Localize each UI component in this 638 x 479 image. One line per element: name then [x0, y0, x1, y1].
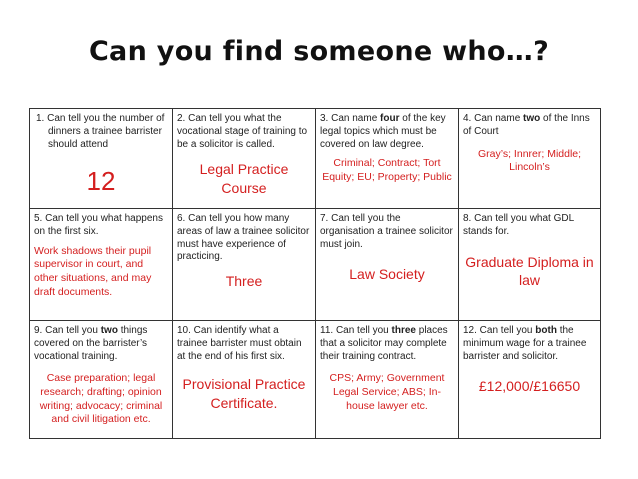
question-text: 9. Can tell you two things covered on the barrister’s vocational training. [34, 325, 148, 362]
answer-text: 12 [86, 166, 116, 197]
cell-5[interactable] [30, 209, 173, 321]
question-text: 6. Can tell you how many areas of law a trainee solicitor must have experience of practicing. [177, 213, 310, 263]
answer-text: Work shadows their pupil supervisor in court, and other situations, and may draft documents. [34, 244, 152, 298]
table-row [30, 109, 601, 209]
answer-text: Graduate Diploma in law [465, 253, 594, 288]
answer-text: Gray’s; Innrer; Middle; Lincoln’s [477, 147, 582, 174]
question-text: 7. Can tell you the organisation a trainee solicitor must join. [320, 213, 453, 250]
table-row [30, 321, 601, 439]
answer-text: Three [225, 273, 263, 290]
cell-4[interactable] [459, 109, 601, 209]
answer-text: CPS; Army; Government Legal Service; ABS; In-house lawyer etc. [329, 372, 445, 412]
answer-text: Legal Practice Course [199, 161, 289, 196]
question-text: 4. Can name two of the Inns of Court [463, 113, 590, 137]
answer-text: Criminal; Contract; Tort Equity; EU; Property; Public [322, 157, 452, 184]
question-text: 11. Can tell you three places that a solicitor may complete their training contract. [320, 325, 448, 362]
question-text: 12. Can tell you both the minimum wage for a trainee barrister and solicitor. [463, 325, 587, 362]
cell-10[interactable] [173, 321, 316, 439]
cell-11[interactable] [316, 321, 459, 439]
answer-text: Case preparation; legal research; drafting; opinion writing; advocacy; criminal and civil litigation etc. [39, 372, 163, 426]
table-row [30, 209, 601, 321]
answer-text: Law Society [349, 266, 425, 283]
cell-12[interactable] [459, 321, 601, 439]
bingo-grid [29, 108, 601, 439]
question-text: 5. Can tell you what happens on the first six. [34, 213, 163, 237]
cell-2[interactable] [173, 109, 316, 209]
question-text: 1. Can tell you the number of dinners a trainee barrister should attend [36, 113, 165, 150]
cell-6[interactable] [173, 209, 316, 321]
cell-8[interactable] [459, 209, 601, 321]
answer-text: Provisional Practice Certificate. [182, 376, 306, 411]
cell-3[interactable] [316, 109, 459, 209]
cell-1[interactable] [30, 109, 173, 209]
question-text: 2. Can tell you what the vocational stage of training to be a solicitor is called. [177, 113, 308, 150]
answer-text: £12,000/£16650 [478, 378, 581, 395]
question-text: 3. Can name four of the key legal topics which must be covered on law degree. [320, 113, 446, 150]
question-text: 8. Can tell you what GDL stands for. [463, 213, 574, 237]
question-text: 10. Can identify what a trainee barrister must obtain at the end of his first six. [177, 325, 302, 362]
page-title: Can you find someone who…? [88, 36, 550, 67]
cell-9[interactable] [30, 321, 173, 439]
cell-7[interactable] [316, 209, 459, 321]
